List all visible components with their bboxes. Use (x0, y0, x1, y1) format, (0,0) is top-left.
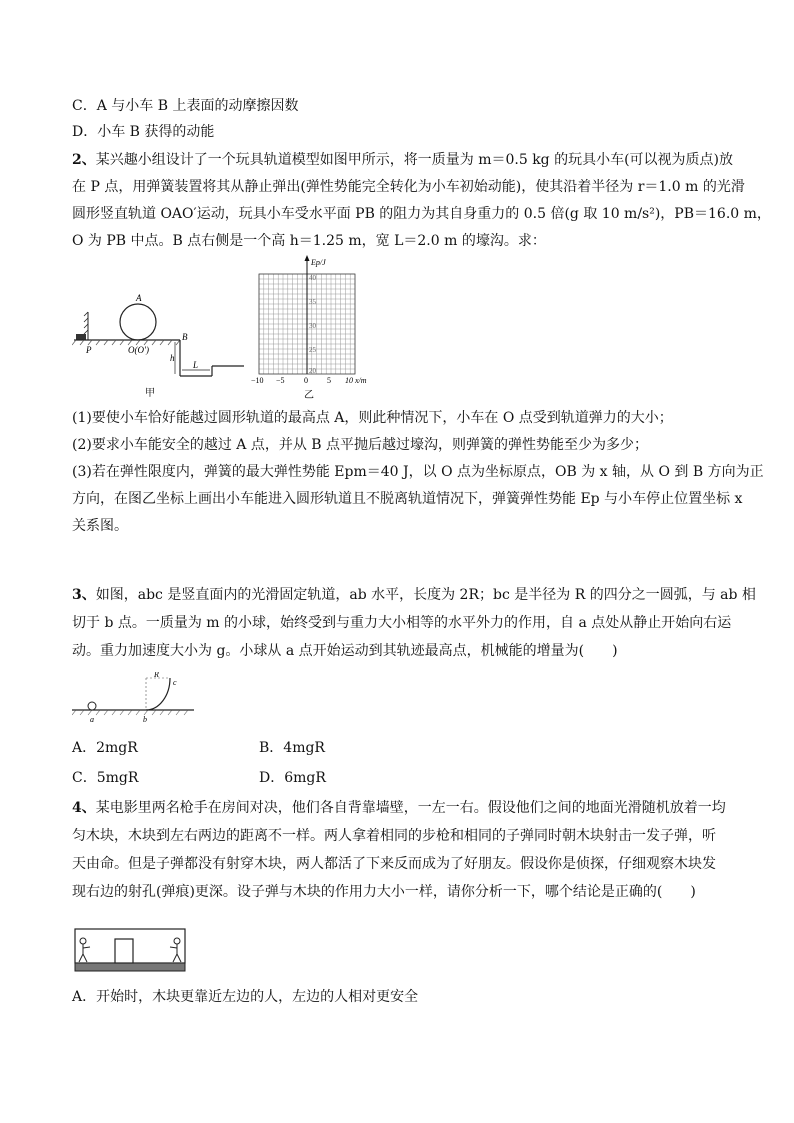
yi-xtick-neg10: −10 (251, 376, 264, 385)
q2-line-1: 2、某兴趣小组设计了一个玩具轨道模型如图甲所示，将一质量为 m＝0.5 kg 的玩具小车(可以视为质点)放 (72, 152, 734, 168)
q4-figure (74, 928, 186, 974)
q2-figure-jia (72, 290, 247, 400)
yi-ylabel: Ep/J (311, 258, 326, 267)
q3-line-3: 动。重力加速度大小为 g。小球从 a 点开始运动到其轨迹最高点，机械能的增量为( ) (72, 643, 618, 659)
q2-figure-yi (245, 252, 375, 402)
q3-option-a: A．2mgR (72, 740, 138, 756)
label-p: P (86, 345, 92, 355)
q3-label-r: R (154, 672, 159, 679)
yi-ytick-25: 25 (309, 346, 316, 354)
q3-option-c: C．5mgR (72, 770, 139, 786)
q3-figure (72, 672, 197, 724)
q2-sub-3-line-1: (3)若在弹性限度内，弹簧的最大弹性势能 Epm＝40 J，以 O 点为坐标原点，OB 为 x 轴，从 O 到 B 方向为正 (72, 464, 764, 480)
q2-line-2: 在 P 点，用弹簧装置将其从静止弹出(弹性势能完全转化为小车初始动能)，使其沿着半径为 r＝1.0 m 的光滑 (72, 179, 745, 195)
q2-number: 2、 (72, 152, 96, 168)
label-o: O(O′) (128, 345, 149, 355)
q3-option-b: B．4mgR (259, 740, 325, 756)
q3-line-2: 切于 b 点。一质量为 m 的小球，始终受到与重力大小相等的水平外力的作用，自 a 点处从静止开始向右运 (72, 615, 732, 631)
q4-line-2: 匀木块，木块到左右两边的距离不一样。两人拿着相同的步枪和相同的子弹同时朝木块射击一发子弹，听 (72, 828, 716, 844)
toy-car (76, 334, 86, 340)
label-b: B (182, 332, 188, 342)
q2-line-4: O 为 PB 中点。B 点右侧是一个高 h＝1.25 m，宽 L＝2.0 m 的壕沟。求： (72, 233, 546, 249)
q2-sub-1: (1)要使小车恰好能越过圆形轨道的最高点 A，则此种情况下，小车在 O 点受到轨道弹力的大小； (72, 410, 673, 426)
wood-block (115, 939, 133, 963)
yi-ytick-20: 20 (309, 367, 316, 375)
caption-jia: 甲 (145, 388, 155, 399)
q4-line-3: 天由命。但是子弹都没有射穿木块，两人都活了下来反而成为了好朋友。假设你是侦探，仔细观察木块发 (72, 856, 716, 872)
yi-ytick-35: 35 (309, 298, 316, 306)
q2-sub-2: (2)要求小车能安全的越过 A 点，并从 B 点平抛后越过壕沟，则弹簧的弹性势能至少为多少； (72, 437, 649, 453)
q3-label-c: c (173, 678, 177, 687)
q4-option-a: A．开始时，木块更靠近左边的人，左边的人相对更安全 (72, 989, 419, 1005)
yi-ytick-40: 40 (309, 274, 316, 282)
label-h: h (170, 353, 175, 363)
q4-line-4: 现右边的射孔(弹痕)更深。设子弹与木块的作用力大小一样，请你分析一下，哪个结论是正确的( ) (72, 884, 696, 900)
label-a: A (136, 293, 142, 303)
q3-label-a: a (90, 715, 94, 724)
q2-sub-3-line-2: 方向，在图乙坐标上画出小车能进入圆形轨道且不脱离轨道情况下，弹簧弹性势能 Ep 与小车停止位置坐标 x (72, 491, 743, 507)
yi-xtick-neg5: −5 (276, 376, 285, 385)
q3-option-d: D．6mgR (259, 770, 326, 786)
yi-ytick-30: 30 (309, 322, 316, 330)
circular-track (120, 304, 156, 340)
caption-yi: 乙 (304, 390, 314, 401)
q1-option-d: D．小车 B 获得的动能 (72, 124, 215, 140)
yi-xtick-10: 10 x/m (345, 376, 367, 385)
yi-xtick-5: 5 (327, 376, 331, 385)
q4-number: 4、 (72, 800, 96, 816)
yi-xtick-0: 0 (304, 376, 308, 385)
q3-line-1: 3、如图，abc 是竖直面内的光滑固定轨道，ab 水平，长度为 2R；bc 是半径为 R 的四分之一圆弧，与 ab 相 (72, 587, 756, 603)
q2-sub-3-line-3: 关系图。 (72, 518, 128, 534)
ball (88, 702, 96, 710)
q3-number: 3、 (72, 587, 96, 603)
q1-option-c: C．A 与小车 B 上表面的动摩擦因数 (72, 98, 299, 114)
q2-line-3: 圆形竖直轨道 OAO′运动，玩具小车受水平面 PB 的阻力为其自身重力的 0.5 倍(g 取 10 m/s²)，PB＝16.0 m， (72, 206, 771, 222)
label-l: L (193, 360, 199, 370)
q4-line-1: 4、某电影里两名枪手在房间对决，他们各自背靠墙壁，一左一右。假设他们之间的地面光滑随机放着一均 (72, 800, 726, 816)
q3-label-b: b (143, 715, 147, 724)
